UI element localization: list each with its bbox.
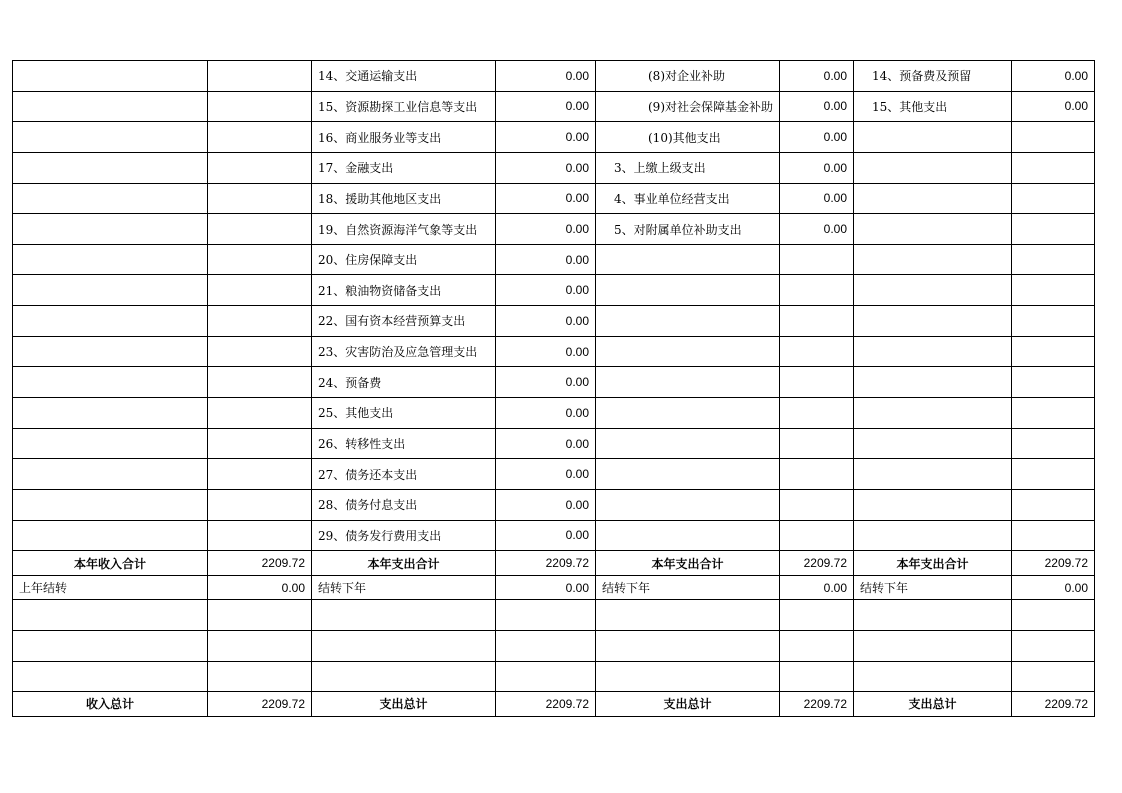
subtotal-row-exp1-label: 本年支出合计 <box>312 551 496 576</box>
carry-row-exp2-label: 结转下年 <box>596 575 780 600</box>
subtotal-row-exp3-label: 本年支出合计 <box>854 551 1012 576</box>
cell-col-1 <box>13 520 208 551</box>
cell-col-8 <box>1012 214 1095 245</box>
cell-col-6: 0.00 <box>780 214 854 245</box>
cell-col-4: 0.00 <box>496 520 596 551</box>
cell-col-7 <box>854 275 1012 306</box>
cell-col-1 <box>13 91 208 122</box>
cell-col-6 <box>780 459 854 490</box>
table-row <box>13 398 1095 429</box>
table-row <box>13 367 1095 398</box>
empty-cell <box>596 600 780 631</box>
total-row-exp1-value: 2209.72 <box>496 692 596 717</box>
cell-col-8 <box>1012 520 1095 551</box>
empty-cell <box>312 630 496 661</box>
cell-col-7 <box>854 122 1012 153</box>
total-row-exp2-value: 2209.72 <box>780 692 854 717</box>
cell-col-2 <box>208 459 312 490</box>
cell-col-5 <box>596 367 780 398</box>
cell-col-3: 29、债务发行费用支出 <box>312 520 496 551</box>
cell-col-8 <box>1012 306 1095 337</box>
table-row <box>13 459 1095 490</box>
empty-cell <box>13 661 208 692</box>
cell-col-8 <box>1012 152 1095 183</box>
cell-col-7: 15、其他支出 <box>854 91 1012 122</box>
carry-row-income-value: 0.00 <box>208 575 312 600</box>
cell-col-6 <box>780 336 854 367</box>
empty-cell <box>208 661 312 692</box>
cell-col-5: (10)其他支出 <box>596 122 780 153</box>
carry-row <box>13 575 1095 600</box>
total-row-exp2-label: 支出总计 <box>596 692 780 717</box>
table-row <box>13 152 1095 183</box>
cell-col-2 <box>208 336 312 367</box>
cell-col-5: 3、上缴上级支出 <box>596 152 780 183</box>
cell-col-2 <box>208 398 312 429</box>
cell-col-4: 0.00 <box>496 336 596 367</box>
cell-col-2 <box>208 275 312 306</box>
cell-col-8 <box>1012 367 1095 398</box>
cell-col-5 <box>596 459 780 490</box>
empty-cell <box>208 600 312 631</box>
cell-col-4: 0.00 <box>496 275 596 306</box>
cell-col-2 <box>208 428 312 459</box>
cell-col-1 <box>13 428 208 459</box>
carry-row-income-label: 上年结转 <box>13 575 208 600</box>
cell-col-3: 24、预备费 <box>312 367 496 398</box>
cell-col-3: 14、交通运输支出 <box>312 61 496 92</box>
cell-col-2 <box>208 244 312 275</box>
cell-col-1 <box>13 489 208 520</box>
cell-col-3: 15、资源勘探工业信息等支出 <box>312 91 496 122</box>
table-row <box>13 183 1095 214</box>
cell-col-1 <box>13 122 208 153</box>
cell-col-2 <box>208 214 312 245</box>
empty-cell <box>596 630 780 661</box>
cell-col-7 <box>854 428 1012 459</box>
cell-col-3: 25、其他支出 <box>312 398 496 429</box>
cell-col-3: 22、国有资本经营预算支出 <box>312 306 496 337</box>
empty-cell <box>312 600 496 631</box>
cell-col-4: 0.00 <box>496 489 596 520</box>
table-row <box>13 306 1095 337</box>
cell-col-8 <box>1012 336 1095 367</box>
cell-col-5 <box>596 398 780 429</box>
empty-cell <box>496 661 596 692</box>
subtotal-row-exp2-label: 本年支出合计 <box>596 551 780 576</box>
cell-col-1 <box>13 336 208 367</box>
table-row <box>13 91 1095 122</box>
cell-col-1 <box>13 214 208 245</box>
cell-col-8 <box>1012 489 1095 520</box>
cell-col-1 <box>13 306 208 337</box>
cell-col-4: 0.00 <box>496 183 596 214</box>
subtotal-row <box>13 551 1095 576</box>
carry-row-exp1-value: 0.00 <box>496 575 596 600</box>
empty-cell <box>496 600 596 631</box>
cell-col-5 <box>596 520 780 551</box>
cell-col-2 <box>208 183 312 214</box>
carry-row-exp3-label: 结转下年 <box>854 575 1012 600</box>
empty-cell <box>13 630 208 661</box>
subtotal-row-income-label: 本年收入合计 <box>13 551 208 576</box>
cell-col-8 <box>1012 122 1095 153</box>
cell-col-3: 26、转移性支出 <box>312 428 496 459</box>
empty-cell <box>854 600 1012 631</box>
cell-col-7 <box>854 336 1012 367</box>
cell-col-3: 20、住房保障支出 <box>312 244 496 275</box>
cell-col-6 <box>780 244 854 275</box>
cell-col-5: 4、事业单位经营支出 <box>596 183 780 214</box>
cell-col-5 <box>596 244 780 275</box>
cell-col-4: 0.00 <box>496 428 596 459</box>
cell-col-3: 17、金融支出 <box>312 152 496 183</box>
cell-col-1 <box>13 275 208 306</box>
blank-row <box>13 600 1095 631</box>
cell-col-3: 18、援助其他地区支出 <box>312 183 496 214</box>
cell-col-5: (8)对企业补助 <box>596 61 780 92</box>
cell-col-3: 27、债务还本支出 <box>312 459 496 490</box>
cell-col-7 <box>854 244 1012 275</box>
carry-row-exp3-value: 0.00 <box>1012 575 1095 600</box>
cell-col-5: (9)对社会保障基金补助 <box>596 91 780 122</box>
cell-col-6: 0.00 <box>780 61 854 92</box>
empty-cell <box>312 661 496 692</box>
empty-cell <box>596 661 780 692</box>
cell-col-7 <box>854 367 1012 398</box>
table-row <box>13 428 1095 459</box>
cell-col-7 <box>854 520 1012 551</box>
cell-col-8: 0.00 <box>1012 91 1095 122</box>
cell-col-4: 0.00 <box>496 306 596 337</box>
total-row-income-value: 2209.72 <box>208 692 312 717</box>
total-row-exp3-label: 支出总计 <box>854 692 1012 717</box>
cell-col-4: 0.00 <box>496 214 596 245</box>
cell-col-8 <box>1012 183 1095 214</box>
empty-cell <box>1012 600 1095 631</box>
cell-col-8 <box>1012 398 1095 429</box>
cell-col-1 <box>13 183 208 214</box>
cell-col-1 <box>13 61 208 92</box>
cell-col-5 <box>596 489 780 520</box>
cell-col-8: 0.00 <box>1012 61 1095 92</box>
cell-col-3: 21、粮油物资储备支出 <box>312 275 496 306</box>
cell-col-8 <box>1012 459 1095 490</box>
cell-col-4: 0.00 <box>496 398 596 429</box>
total-row <box>13 692 1095 717</box>
empty-cell <box>208 630 312 661</box>
empty-cell <box>1012 661 1095 692</box>
cell-col-6 <box>780 489 854 520</box>
cell-col-4: 0.00 <box>496 367 596 398</box>
table-row <box>13 61 1095 92</box>
cell-col-4: 0.00 <box>496 91 596 122</box>
cell-col-4: 0.00 <box>496 459 596 490</box>
empty-cell <box>780 661 854 692</box>
cell-col-7: 14、预备费及预留 <box>854 61 1012 92</box>
total-row-income-label: 收入总计 <box>13 692 208 717</box>
cell-col-6: 0.00 <box>780 122 854 153</box>
cell-col-2 <box>208 306 312 337</box>
cell-col-2 <box>208 122 312 153</box>
empty-cell <box>780 630 854 661</box>
cell-col-4: 0.00 <box>496 61 596 92</box>
cell-col-1 <box>13 152 208 183</box>
cell-col-6 <box>780 398 854 429</box>
empty-cell <box>496 630 596 661</box>
cell-col-4: 0.00 <box>496 122 596 153</box>
cell-col-3: 16、商业服务业等支出 <box>312 122 496 153</box>
cell-col-6 <box>780 520 854 551</box>
table-row <box>13 336 1095 367</box>
cell-col-1 <box>13 459 208 490</box>
empty-cell <box>854 661 1012 692</box>
empty-cell <box>780 600 854 631</box>
cell-col-6: 0.00 <box>780 152 854 183</box>
subtotal-row-income-value: 2209.72 <box>208 551 312 576</box>
cell-col-7 <box>854 306 1012 337</box>
cell-col-6 <box>780 367 854 398</box>
cell-col-3: 19、自然资源海洋气象等支出 <box>312 214 496 245</box>
cell-col-7 <box>854 214 1012 245</box>
table-row <box>13 489 1095 520</box>
cell-col-1 <box>13 367 208 398</box>
blank-row <box>13 661 1095 692</box>
cell-col-2 <box>208 91 312 122</box>
carry-row-exp1-label: 结转下年 <box>312 575 496 600</box>
cell-col-2 <box>208 489 312 520</box>
cell-col-2 <box>208 61 312 92</box>
total-row-exp1-label: 支出总计 <box>312 692 496 717</box>
cell-col-8 <box>1012 244 1095 275</box>
cell-col-4: 0.00 <box>496 244 596 275</box>
cell-col-7 <box>854 183 1012 214</box>
cell-col-6: 0.00 <box>780 91 854 122</box>
table-body <box>13 61 1095 717</box>
cell-col-2 <box>208 152 312 183</box>
cell-col-8 <box>1012 428 1095 459</box>
table-row <box>13 122 1095 153</box>
empty-cell <box>1012 630 1095 661</box>
cell-col-8 <box>1012 275 1095 306</box>
table-row <box>13 520 1095 551</box>
table-row <box>13 275 1095 306</box>
cell-col-7 <box>854 398 1012 429</box>
cell-col-1 <box>13 398 208 429</box>
cell-col-2 <box>208 520 312 551</box>
cell-col-5: 5、对附属单位补助支出 <box>596 214 780 245</box>
empty-cell <box>854 630 1012 661</box>
cell-col-7 <box>854 459 1012 490</box>
blank-row <box>13 630 1095 661</box>
table-row <box>13 244 1095 275</box>
cell-col-4: 0.00 <box>496 152 596 183</box>
cell-col-7 <box>854 489 1012 520</box>
cell-col-3: 28、债务付息支出 <box>312 489 496 520</box>
cell-col-6: 0.00 <box>780 183 854 214</box>
cell-col-5 <box>596 306 780 337</box>
subtotal-row-exp2-value: 2209.72 <box>780 551 854 576</box>
empty-cell <box>13 600 208 631</box>
cell-col-3: 23、灾害防治及应急管理支出 <box>312 336 496 367</box>
subtotal-row-exp3-value: 2209.72 <box>1012 551 1095 576</box>
cell-col-5 <box>596 336 780 367</box>
cell-col-6 <box>780 428 854 459</box>
subtotal-row-exp1-value: 2209.72 <box>496 551 596 576</box>
cell-col-5 <box>596 275 780 306</box>
cell-col-2 <box>208 367 312 398</box>
cell-col-6 <box>780 306 854 337</box>
total-row-exp3-value: 2209.72 <box>1012 692 1095 717</box>
cell-col-6 <box>780 275 854 306</box>
table-row <box>13 214 1095 245</box>
cell-col-1 <box>13 244 208 275</box>
carry-row-exp2-value: 0.00 <box>780 575 854 600</box>
budget-table <box>12 60 1095 717</box>
cell-col-5 <box>596 428 780 459</box>
cell-col-7 <box>854 152 1012 183</box>
